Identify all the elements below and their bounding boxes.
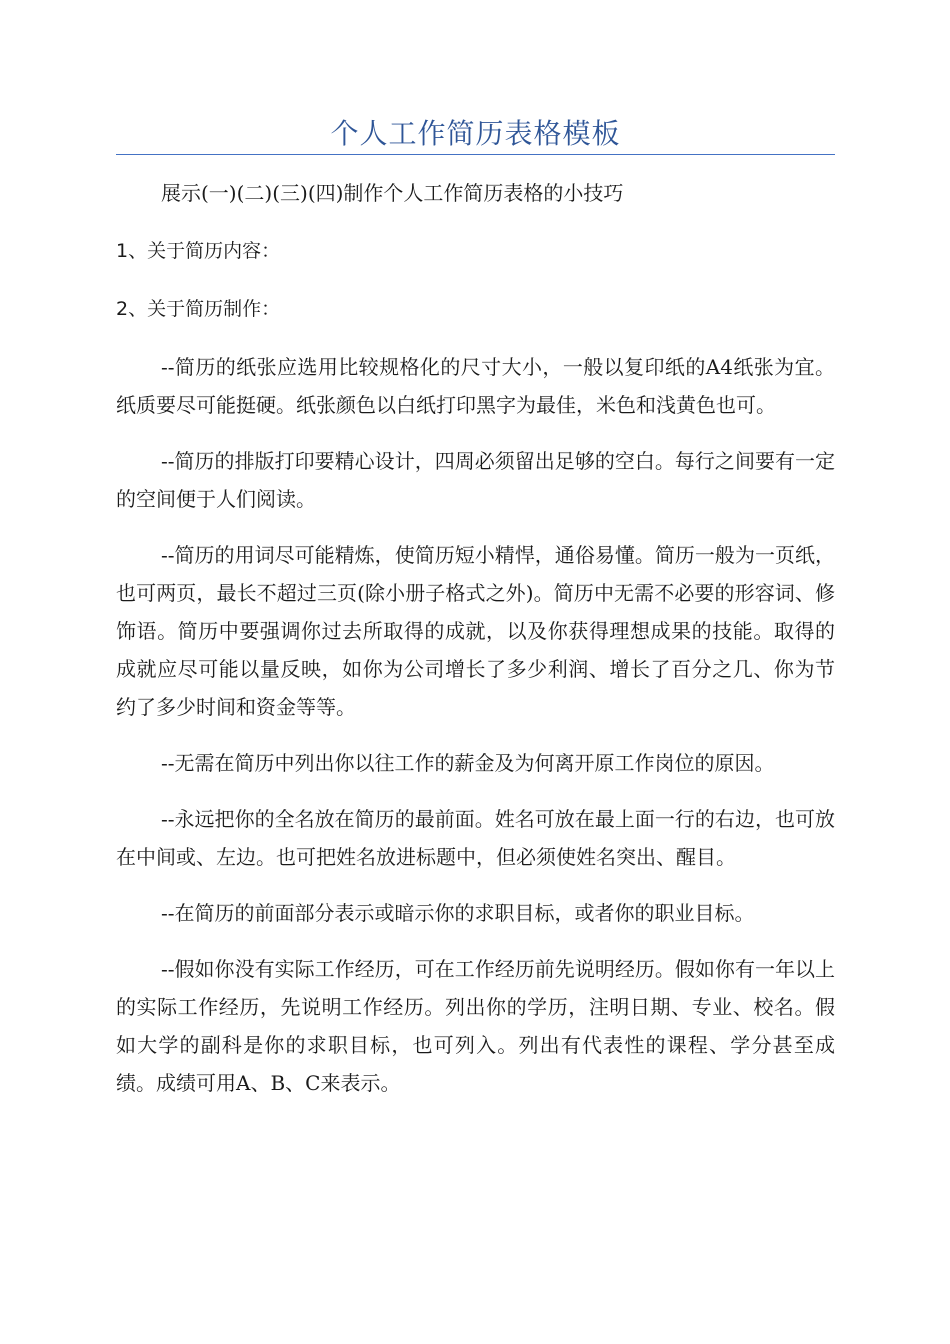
paragraph-salary: --无需在简历中列出你以往工作的薪金及为何离开原工作岗位的原因。 bbox=[161, 751, 775, 775]
paragraph-layout: --简历的排版打印要精心设计，四周必须留出足够的空白。每行之间要有一定的空间便于人们阅读。 bbox=[116, 449, 835, 511]
paragraph-experience: --假如你没有实际工作经历，可在工作经历前先说明经历。假如你有一年以上的实际工作经历，先说明工作经历。列出你的学历，注明日期、专业、校名。假如大学的副科是你的求职目标，也可列入。列出有代表性的课程、学分甚至成绩。成绩可用A、B、C来表示。 bbox=[116, 957, 835, 1095]
paragraph-wording: --简历的用词尽可能精炼，使简历短小精悍，通俗易懂。简历一般为一页纸，也可两页，最长不超过三页(除小册子格式之外)。简历中无需不必要的形容词、修饰语。简历中要强调你过去所取得的成就，以及你获得理想成果的技能。取得的成就应尽可能以量反映，如你为公司增长了多少利润、增长了百分之几、你为节约了多少时间和资金等等。 bbox=[116, 543, 835, 719]
paragraph-name: --永远把你的全名放在简历的最前面。姓名可放在最上面一行的右边，也可放在中间或、左边。也可把姓名放进标题中，但必须使姓名突出、醒目。 bbox=[116, 807, 835, 869]
title-underline bbox=[116, 154, 835, 155]
paragraph-objective: --在简历的前面部分表示或暗示你的求职目标，或者你的职业目标。 bbox=[161, 901, 755, 925]
paragraph-paper: --简历的纸张应选用比较规格化的尺寸大小，一般以复印纸的A4纸张为宜。纸质要尽可能挺硬。纸张颜色以白纸打印黑字为最佳，米色和浅黄色也可。 bbox=[116, 355, 835, 417]
page-title: 个人工作简历表格模板 bbox=[330, 117, 621, 150]
document-body bbox=[116, 174, 835, 1120]
section-heading-content: 1、关于简历内容： bbox=[116, 240, 281, 262]
section-heading-production: 2、关于简历制作： bbox=[116, 298, 281, 320]
intro-paragraph: 展示(一)(二)(三)(四)制作个人工作简历表格的小技巧 bbox=[161, 181, 624, 205]
document-page bbox=[116, 0, 835, 1344]
